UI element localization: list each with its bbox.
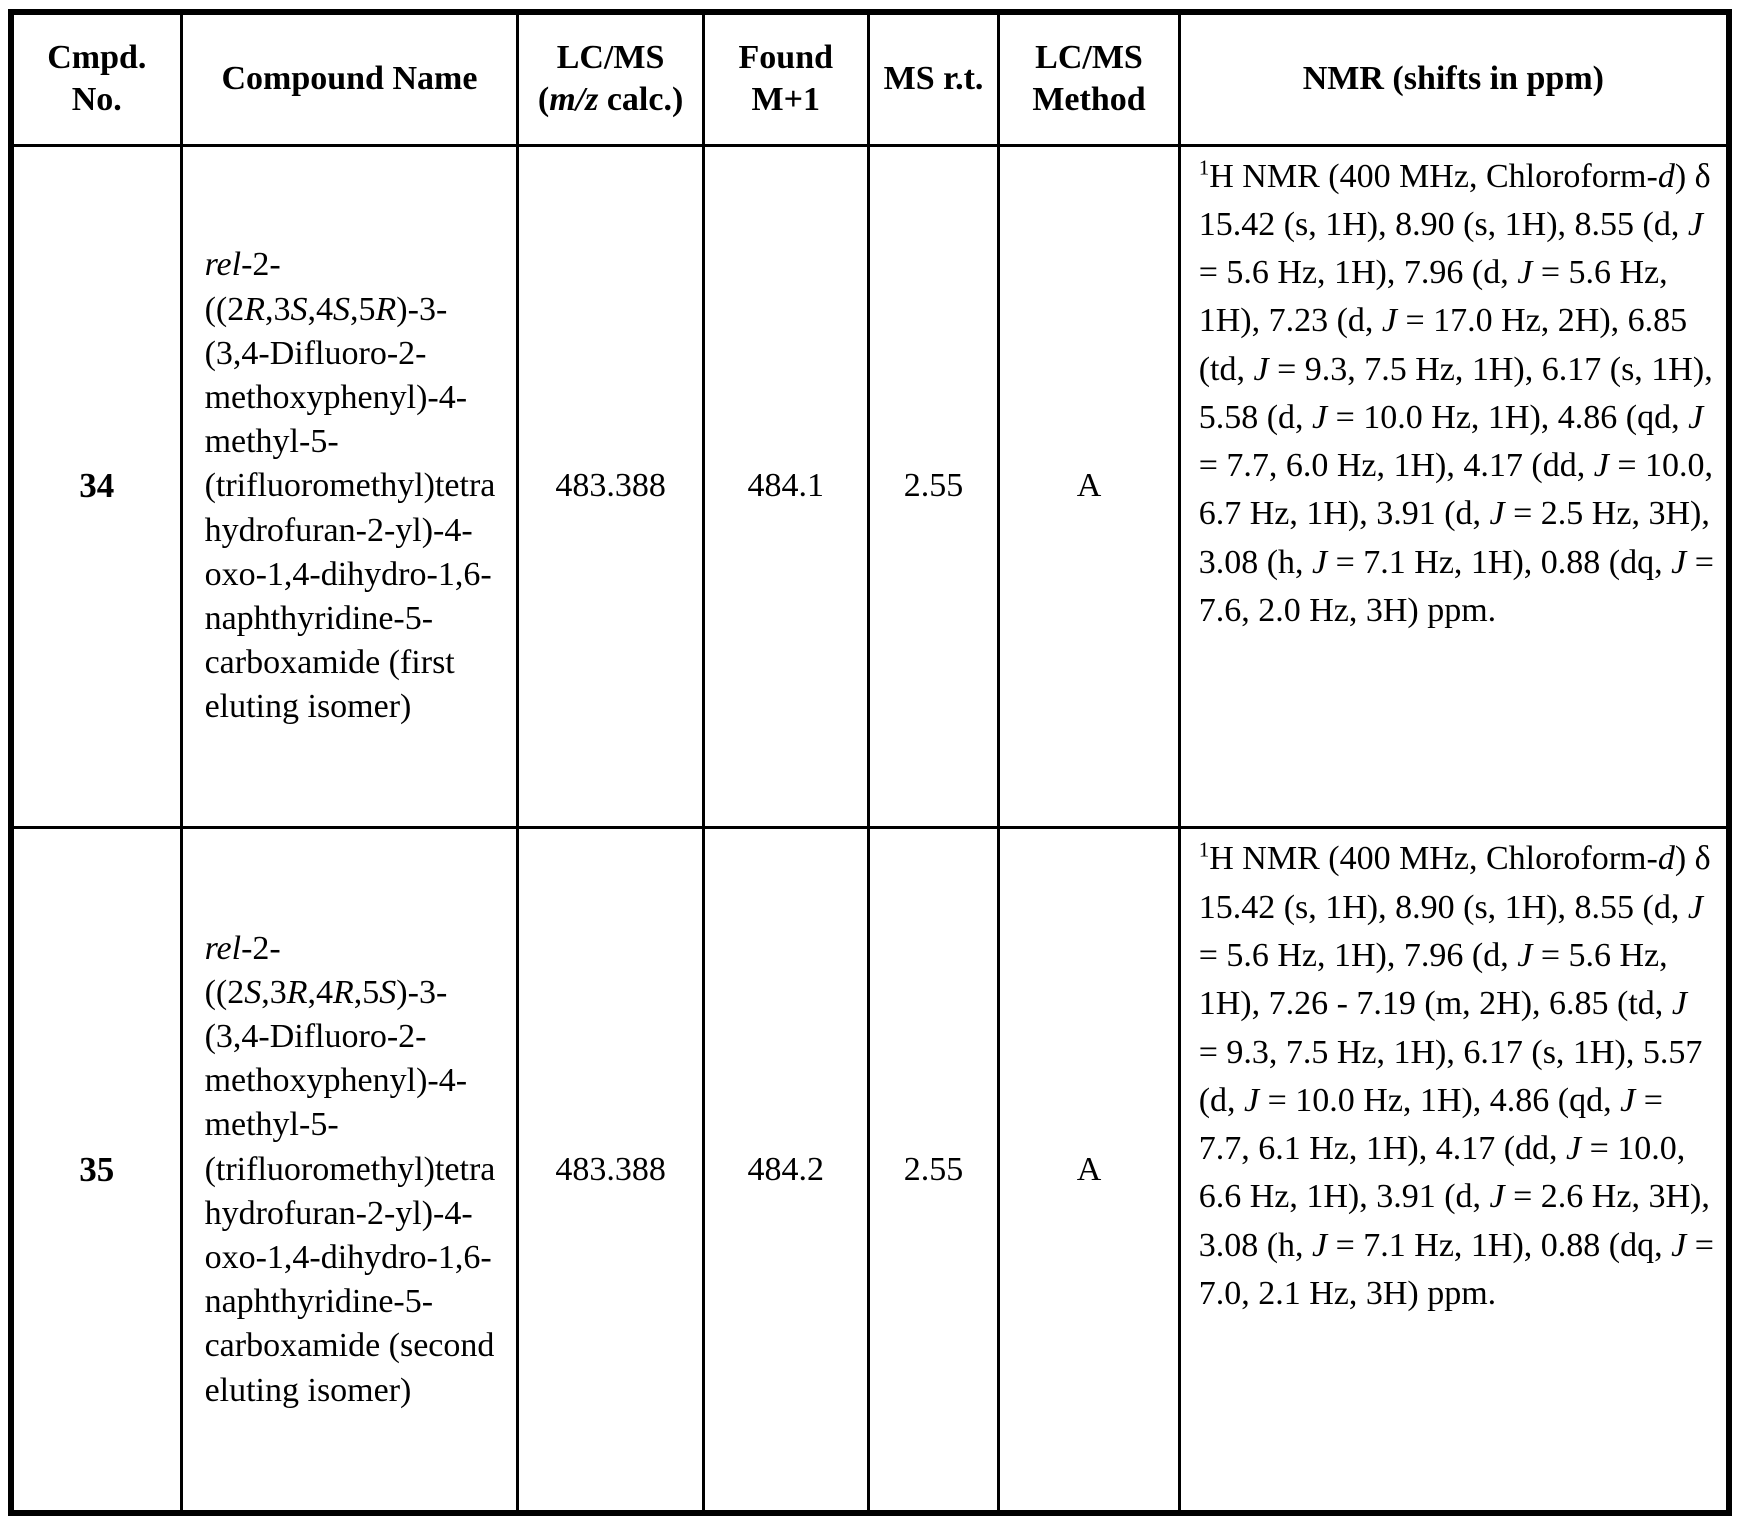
cell-nmr: $^1$H NMR (400 MHz, Chloroform-d) δ 15.42 (s, 1H), 8.90 (s, 1H), 8.55 (d, J = 5.6 Hz, 1H), 7.96 (d, J = 5.6 Hz, 1H), 7.26 - 7.19 (m, 2H), 6.85 (td, J = 9.3, 7.5 Hz, 1H), 6.17 (s, 1H), 5.57 (d, J = 10.0 Hz, 1H), 4.86 (qd, J = 7.7, 6.1 Hz, 1H), 4.17 (dd, J = 10.0, 6.6 Hz, 1H), 3.91 (d, J = 2.6 Hz, 3H), 3.08 (h, J = 7.1 Hz, 1H), 0.88 (dq, J = 7.0, 2.1 Hz, 3H) ppm. bbox=[1179, 828, 1729, 1513]
cell-lcms-mz-calc: 483.388 bbox=[518, 828, 704, 1513]
cell-found-m1: 484.2 bbox=[703, 828, 868, 1513]
cell-compound-name: rel-2-((2R,3S,4S,5R)-3-(3,4-Difluoro-2-methoxyphenyl)-4-methyl-5-(trifluoromethyl)tetrahydrofuran-2-yl)-4-oxo-1,4-dihydro-1,6-naphthyridine-5-carboxamide (first eluting isomer) bbox=[181, 145, 518, 828]
cell-ms-rt: 2.55 bbox=[868, 145, 999, 828]
header-nmr: NMR (shifts in ppm) bbox=[1179, 12, 1729, 145]
table-row bbox=[11, 828, 1729, 1513]
cell-found-m1: 484.1 bbox=[703, 145, 868, 828]
header-compound-name: Compound Name bbox=[181, 12, 518, 145]
cell-lcms-method: A bbox=[999, 828, 1179, 1513]
header-lcms-method: LC/MS Method bbox=[999, 12, 1179, 145]
header-lcms-mz-calc: LC/MS (m/z calc.) bbox=[518, 12, 704, 145]
cell-nmr: $^1$H NMR (400 MHz, Chloroform-d) δ 15.42 (s, 1H), 8.90 (s, 1H), 8.55 (d, J = 5.6 Hz, 1H), 7.96 (d, J = 5.6 Hz, 1H), 7.23 (d, J = 17.0 Hz, 2H), 6.85 (td, J = 9.3, 7.5 Hz, 1H), 6.17 (s, 1H), 5.58 (d, J = 10.0 Hz, 1H), 4.86 (qd, J = 7.7, 6.0 Hz, 1H), 4.17 (dd, J = 10.0, 6.7 Hz, 1H), 3.91 (d, J = 2.5 Hz, 3H), 3.08 (h, J = 7.1 Hz, 1H), 0.88 (dq, J = 7.6, 2.0 Hz, 3H) ppm. bbox=[1179, 145, 1729, 828]
header-found-m1: Found M+1 bbox=[703, 12, 868, 145]
table-row bbox=[11, 145, 1729, 828]
cell-compound-name: rel-2-((2S,3R,4R,5S)-3-(3,4-Difluoro-2-methoxyphenyl)-4-methyl-5-(trifluoromethyl)tetrahydrofuran-2-yl)-4-oxo-1,4-dihydro-1,6-naphthyridine-5-carboxamide (second eluting isomer) bbox=[181, 828, 518, 1513]
cell-ms-rt: 2.55 bbox=[868, 828, 999, 1513]
header-cmpd-no: Cmpd. No. bbox=[11, 12, 181, 145]
header-row bbox=[11, 12, 1729, 145]
cell-lcms-mz-calc: 483.388 bbox=[518, 145, 704, 828]
cell-cmpd-no: 35 bbox=[11, 828, 181, 1513]
cell-lcms-method: A bbox=[999, 145, 1179, 828]
cell-cmpd-no: 34 bbox=[11, 145, 181, 828]
header-ms-rt: MS r.t. bbox=[868, 12, 999, 145]
compound-characterization-table bbox=[8, 9, 1732, 1516]
